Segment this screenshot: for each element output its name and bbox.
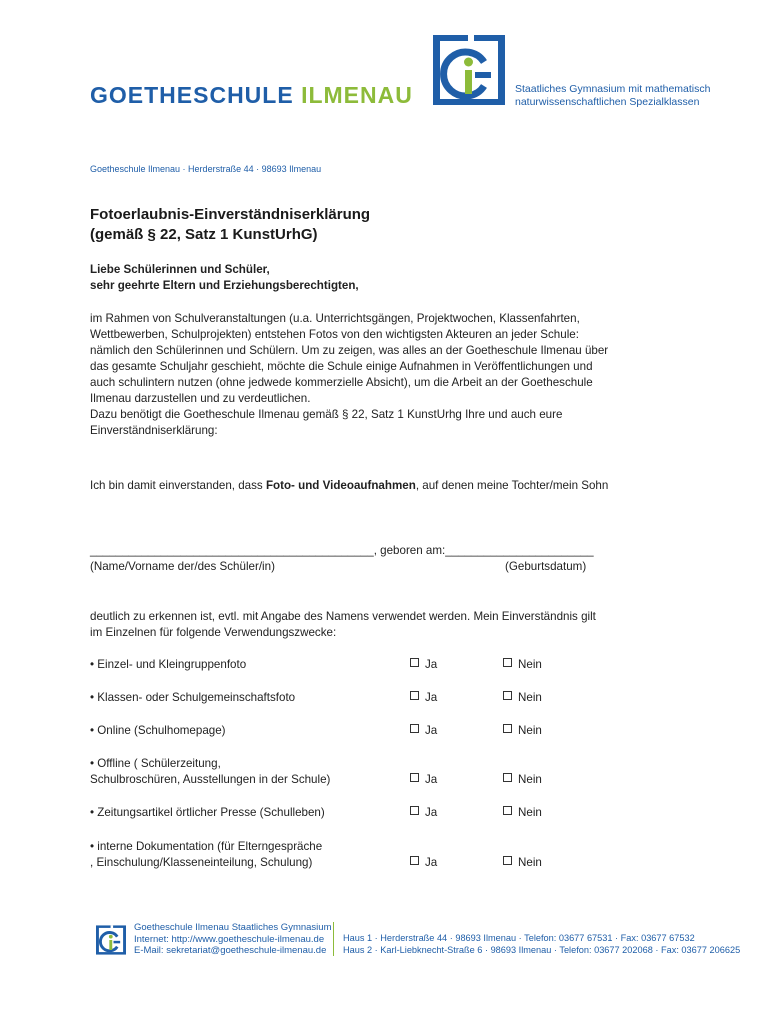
tagline-line1: Staatliches Gymnasium mit mathematisch <box>515 83 711 95</box>
consent-text-after: , auf denen meine Tochter/mein Sohn <box>415 479 609 492</box>
footer-school: Goetheschule Ilmenau Staatliches Gymnasium <box>134 922 332 933</box>
footer-address-house1: Haus 1 · Herderstraße 44 · 98693 Ilmenau · Telefon: 03677 67531 · Fax: 03677 67532 <box>343 933 695 943</box>
intro-paragraph <box>90 311 680 439</box>
option-label: • Einzel- und Kleingruppenfoto <box>90 658 247 671</box>
name-caption: (Name/Vorname der/des Schüler/in) <box>90 560 275 573</box>
option-nein[interactable]: Nein <box>503 657 542 673</box>
option-ja[interactable]: Ja <box>410 805 437 821</box>
footer-addresses <box>343 933 740 956</box>
school-name-part1: GOETHESCHULE <box>90 82 294 108</box>
paragraph-line: Dazu benötigt die Goetheschule Ilmenau gemäß § 22, Satz 1 KunstUrhg Ihre und auch eure <box>90 408 563 421</box>
consent-text-before: Ich bin damit einverstanden, dass <box>90 479 266 492</box>
option-nein[interactable]: Nein <box>503 805 542 821</box>
paragraph-line: nämlich den Schülerinnen und Schülern. Um zu zeigen, was alles an der Goetheschule Ilmenau über <box>90 344 609 357</box>
paragraph-line: Einverständniserklärung: <box>90 424 218 437</box>
paragraph-line: im Rahmen von Schulveranstaltungen (u.a. Unterrichtsgängen, Projektwochen, Klassenfahrten, <box>90 312 580 325</box>
school-logo-icon <box>95 925 127 955</box>
school-tagline <box>515 83 710 109</box>
name-birthdate-blank[interactable]: ____________________________________________, geboren am:_______________________ <box>90 544 594 557</box>
checkbox-icon[interactable] <box>503 691 512 700</box>
consent-text-bold: Foto- und Videoaufnahmen <box>265 479 416 492</box>
footer-email-link[interactable]: E-Mail: sekretariat@goetheschule-ilmenau.de <box>134 945 327 956</box>
checkbox-icon[interactable] <box>503 658 512 667</box>
checkbox-icon[interactable] <box>503 856 512 865</box>
title-line2: (gemäß § 22, Satz 1 KunstUrhG) <box>90 226 318 243</box>
checkbox-icon[interactable] <box>410 806 419 815</box>
checkbox-icon[interactable] <box>503 773 512 782</box>
paragraph-line: das gesamte Schuljahr geschieht, möchte die Schule einige Aufnahmen in Veröffentlichungen und <box>90 360 593 373</box>
option-label: • Klassen- oder Schulgemeinschaftsfoto <box>90 691 296 704</box>
option-ja[interactable]: Ja <box>410 855 437 871</box>
paragraph-line: auch schulintern nutzen (ohne jedwede kommerzielle Absicht), um die Arbeit an der Goetheschule <box>90 376 593 389</box>
option-ja[interactable]: Ja <box>410 657 437 673</box>
option-label: • interne Dokumentation (für Elterngespräche , Einschulung/Klasseneinteilung, Schulung) <box>90 840 323 869</box>
paragraph-line: im Einzelnen für folgende Verwendungszwecke: <box>90 626 337 639</box>
option-label: • Online (Schulhomepage) <box>90 724 226 737</box>
option-label: • Zeitungsartikel örtlicher Presse (Schulleben) <box>90 806 325 819</box>
tagline-line2: naturwissenschaftlichen Spezialklassen <box>515 96 700 108</box>
option-nein[interactable]: Nein <box>503 772 542 788</box>
school-name <box>90 82 413 109</box>
document-title <box>90 205 370 245</box>
school-name-part2: ILMENAU <box>301 82 413 108</box>
checkbox-icon[interactable] <box>410 773 419 782</box>
option-ja[interactable]: Ja <box>410 723 437 739</box>
paragraph-line: Wettbewerben, Schulprojekten) entstehen Fotos von den wichtigsten Akteuren an jeder Schule: <box>90 328 579 341</box>
footer-contact <box>134 922 332 957</box>
footer-address-house2: Haus 2 · Karl-Liebknecht-Straße 6 · 98693 Ilmenau · Telefon: 03677 202068 · Fax: 03677 206625 <box>343 944 741 955</box>
school-logo-icon <box>432 34 506 106</box>
salutation-line2: sehr geehrte Eltern und Erziehungsberechtigten, <box>90 279 359 292</box>
option-ja[interactable]: Ja <box>410 772 437 788</box>
title-line1: Fotoerlaubnis-Einverständniserklärung <box>90 206 371 223</box>
birthdate-caption: (Geburtsdatum) <box>505 560 587 573</box>
option-nein[interactable]: Nein <box>503 690 542 706</box>
checkbox-icon[interactable] <box>410 856 419 865</box>
checkbox-icon[interactable] <box>410 724 419 733</box>
option-nein[interactable]: Nein <box>503 855 542 871</box>
salutation-line1: Liebe Schülerinnen und Schüler, <box>90 263 270 276</box>
paragraph-line: deutlich zu erkennen ist, evtl. mit Angabe des Namens verwendet werden. Mein Einverständnis gilt <box>90 610 596 623</box>
option-ja[interactable]: Ja <box>410 690 437 706</box>
checkbox-icon[interactable] <box>410 658 419 667</box>
checkbox-icon[interactable] <box>503 806 512 815</box>
option-label: • Offline ( Schülerzeitung, Schulbroschüren, Ausstellungen in der Schule) <box>90 757 331 786</box>
consent-statement <box>90 478 608 494</box>
sender-address: Goetheschule Ilmenau · Herderstraße 44 · 98693 Ilmenau <box>90 164 322 174</box>
paragraph-line: Ilmenau darzustellen und zu verdeutlichen. <box>90 392 311 405</box>
purpose-paragraph <box>90 609 680 641</box>
salutation <box>90 262 359 294</box>
footer-divider <box>333 922 334 956</box>
checkbox-icon[interactable] <box>503 724 512 733</box>
checkbox-icon[interactable] <box>410 691 419 700</box>
option-nein[interactable]: Nein <box>503 723 542 739</box>
footer-website-link[interactable]: Internet: http://www.goetheschule-ilmenau.de <box>134 933 325 945</box>
